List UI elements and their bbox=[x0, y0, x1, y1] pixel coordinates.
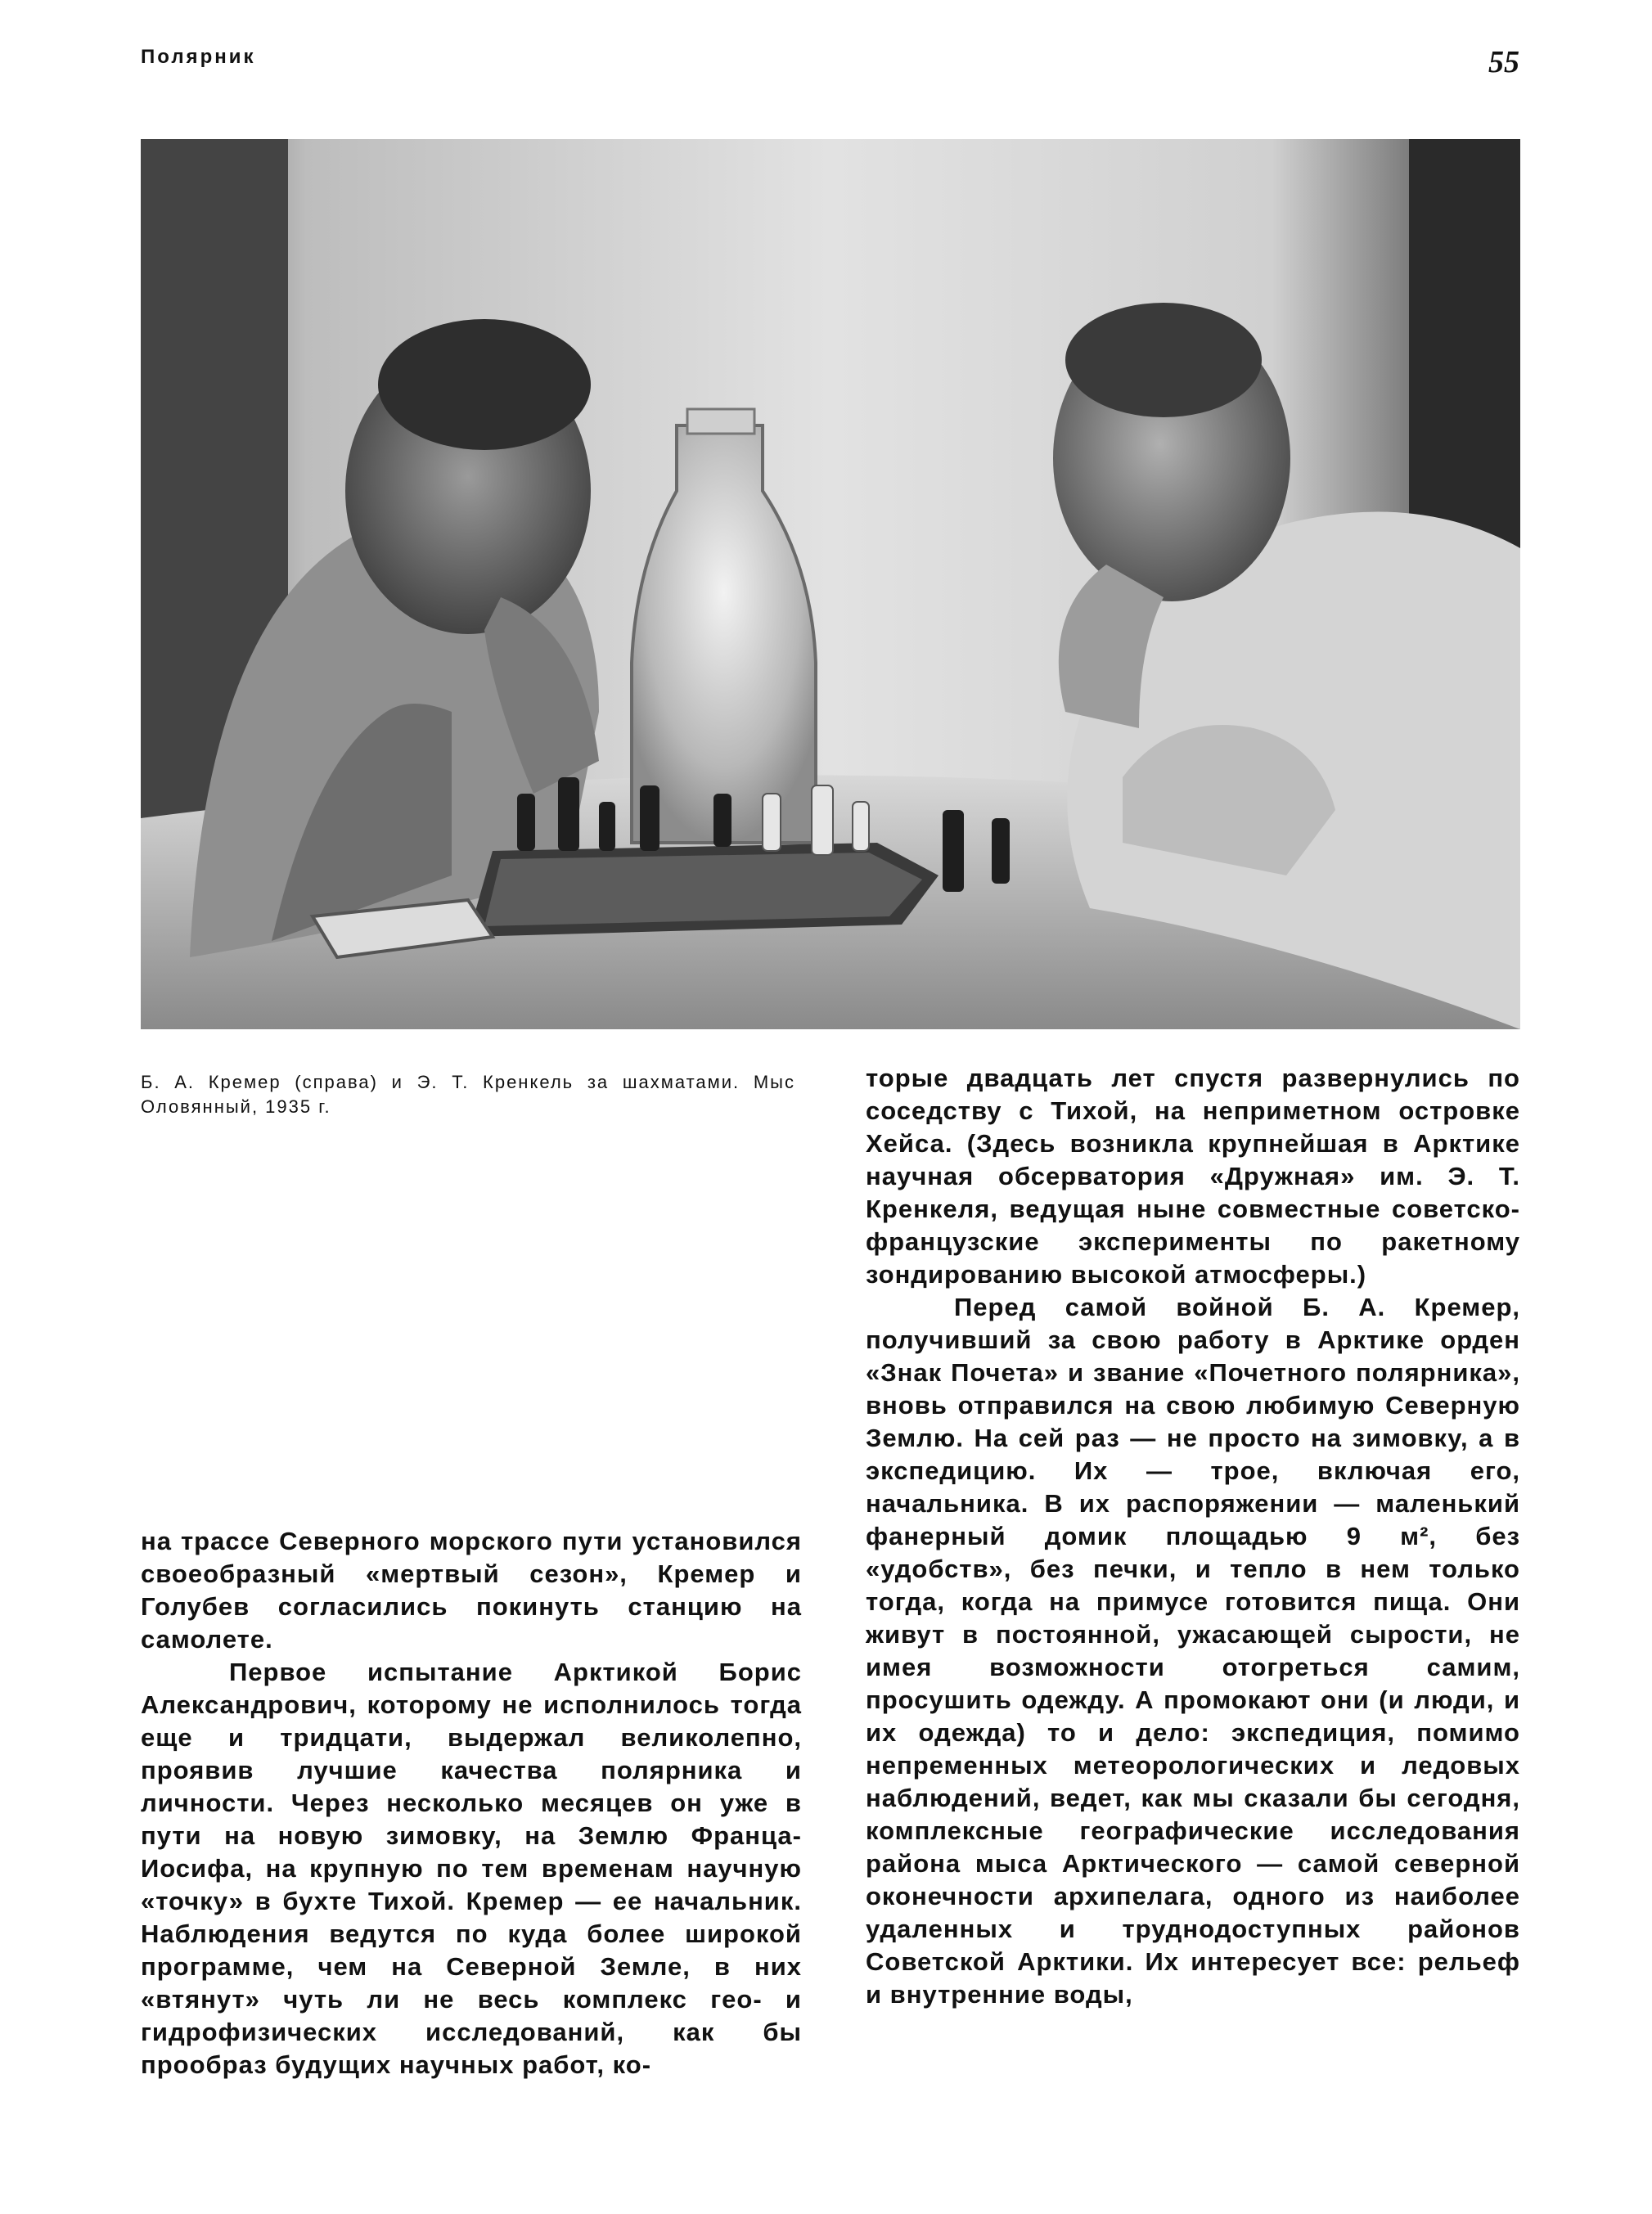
right-paragraph-1: торые двадцать лет спустя развернулись по соседству с Тихой, на неприметном островке Хейса. (Здесь возникла крупнейшая в Арктике научная обсерватория «Дружная» им. Э. Т. Кренкеля, ведущая ныне совместные советско-французские эксперименты по ракетному зондированию высокой атмосферы.) bbox=[866, 1064, 1520, 1289]
left-text-column bbox=[141, 1525, 802, 2081]
right-paragraph-2: Перед самой войной Б. А. Кремер, получивший за свою работу в Арктике орден «Знак Почета» и звание «Почетного полярника», вновь отправился на свою любимую Северную Землю. На сей раз — не просто на зимовку, а в экспедицию. Их — трое, включая его, начальника. В их распоряжении — маленький фанерный домик площадью 9 м², без «удобств», без печки, и тепло в нем только тогда, когда на примусе готовится пища. Они живут в постоянной, ужасающей сырости, не имея возможности отогреться самим, просушить одежду. А промокают они (и люди, и их одежда) то и дело: экспедиция, помимо непременных метеорологических и ледовых наблюдений, ведет, как мы сказали бы сегодня, комплексные географические исследования района мыса Арктического — самой северной оконечности архипелага, одного из наиболее удаленных и труднодоступных районов Советской Арктики. Их интересует все: рельеф и внутренние воды, bbox=[866, 1293, 1520, 2009]
left-paragraph-2: Первое испытание Арктикой Борис Александрович, которому не исполнилось тогда еще и тридцати, выдержал великолепно, проявив лучшие качества полярника и личности. Через несколько месяцев он уже в пути на новую зимовку, на Землю Франца-Иосифа, на крупную по тем временам научную «точку» в бухте Тихой. Кремер — ее начальник. Наблюдения ведутся по куда более широкой программе, чем на Северной Земле, в них «втянут» чуть ли не весь комплекс гео- и гидрофизических исследований, как бы прообраз будущих научных работ, ко- bbox=[141, 1658, 802, 2079]
right-text-column bbox=[866, 1062, 1520, 2011]
page-number: 55 bbox=[1488, 45, 1519, 79]
running-head: Полярник bbox=[141, 46, 256, 68]
photo-caption: Б. А. Кремер (справа) и Э. Т. Кренкель за шахматами. Мыс Оловянный, 1935 г. bbox=[141, 1072, 795, 1117]
left-paragraph-1: на трассе Северного морского пути установился своеобразный «мертвый сезон», Кремер и Голубев согласились покинуть станцию на самолете. bbox=[141, 1527, 802, 1654]
photo-illustration bbox=[141, 139, 1520, 1029]
photograph-chess-players bbox=[141, 139, 1520, 1029]
